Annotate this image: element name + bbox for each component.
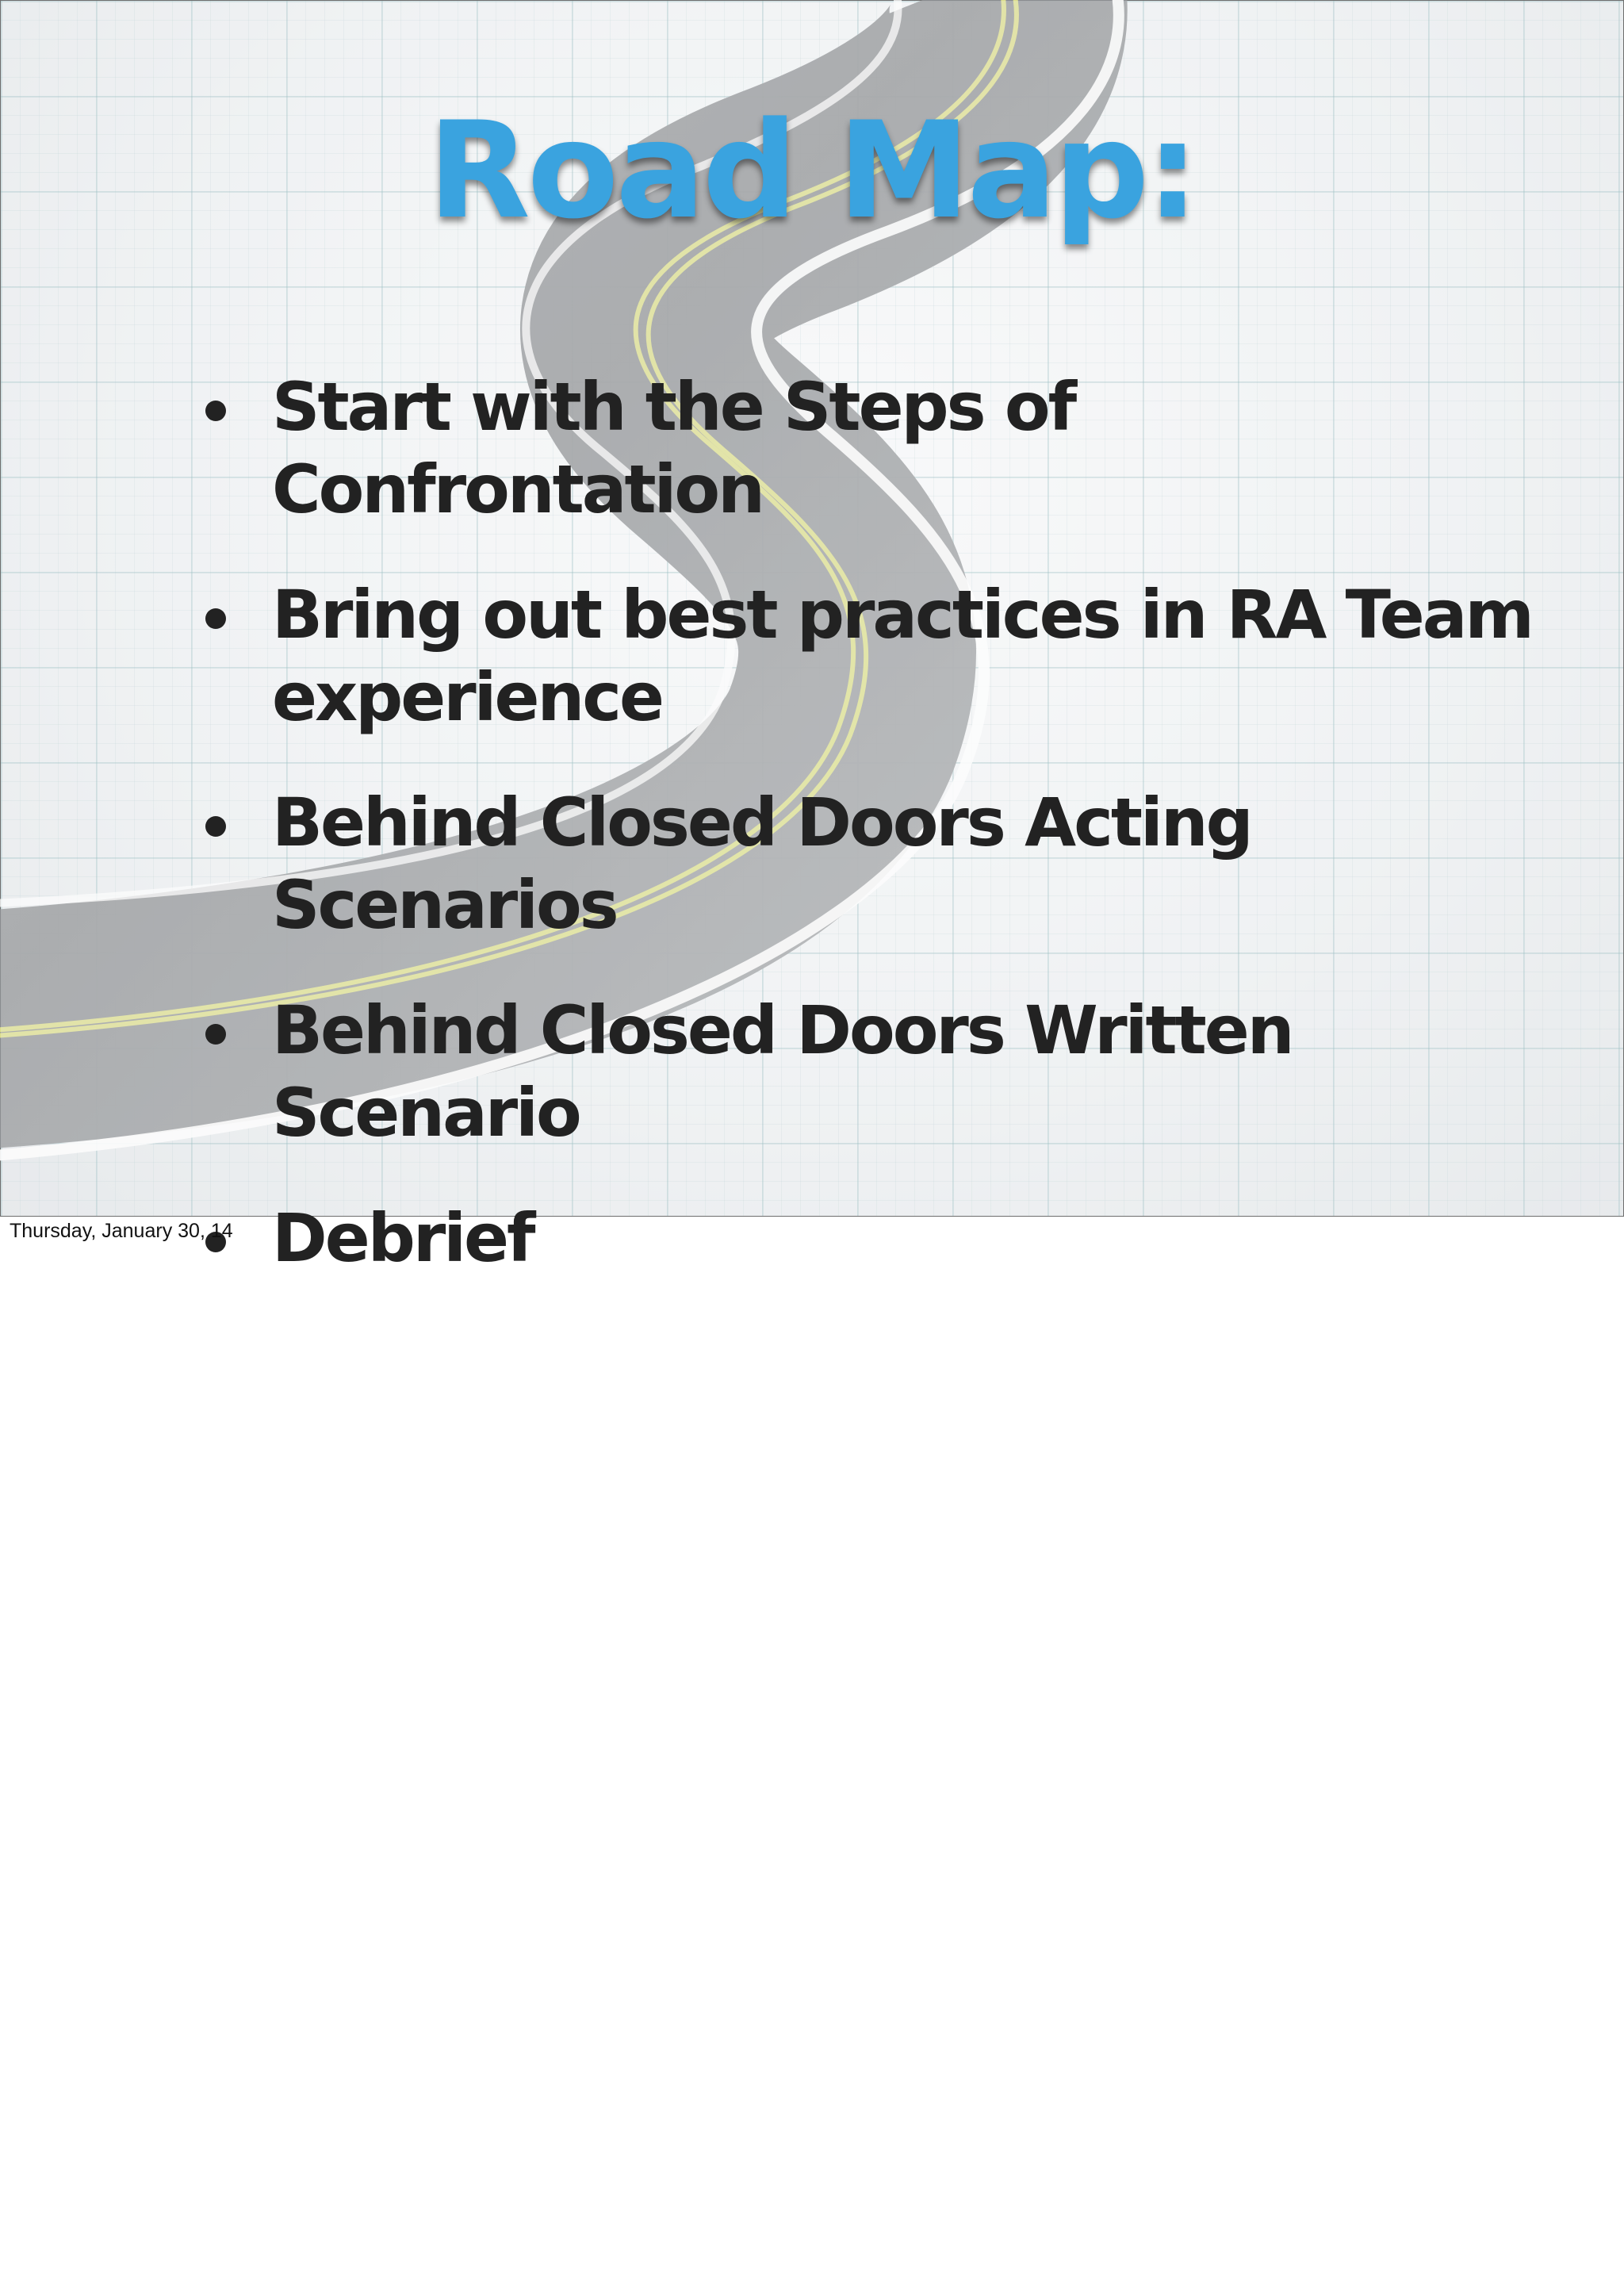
bullet-dot-icon (205, 608, 226, 629)
bullet-item (199, 989, 1547, 1154)
bullet-item (199, 366, 1547, 531)
bullet-dot-icon (205, 816, 226, 837)
bullet-dot-icon (205, 1024, 226, 1045)
bullet-item (199, 573, 1547, 738)
bullet-item (199, 1197, 1547, 1279)
bullet-text: Debrief (272, 1199, 534, 1277)
bullet-text: Behind Closed Doors Acting Scenarios (272, 784, 1251, 944)
bullet-list (199, 366, 1547, 1322)
bullet-text: Start with the Steps of Confrontation (272, 368, 1075, 528)
bullet-item (199, 781, 1547, 946)
bullet-dot-icon (205, 401, 226, 421)
bullet-text: Bring out best practices in RA Team experience (272, 576, 1532, 736)
bullet-text: Behind Closed Doors Written Scenario (272, 991, 1293, 1152)
slide-title: Road Map: (427, 93, 1197, 248)
footer-date: Thursday, January 30, 14 (10, 1220, 233, 1242)
